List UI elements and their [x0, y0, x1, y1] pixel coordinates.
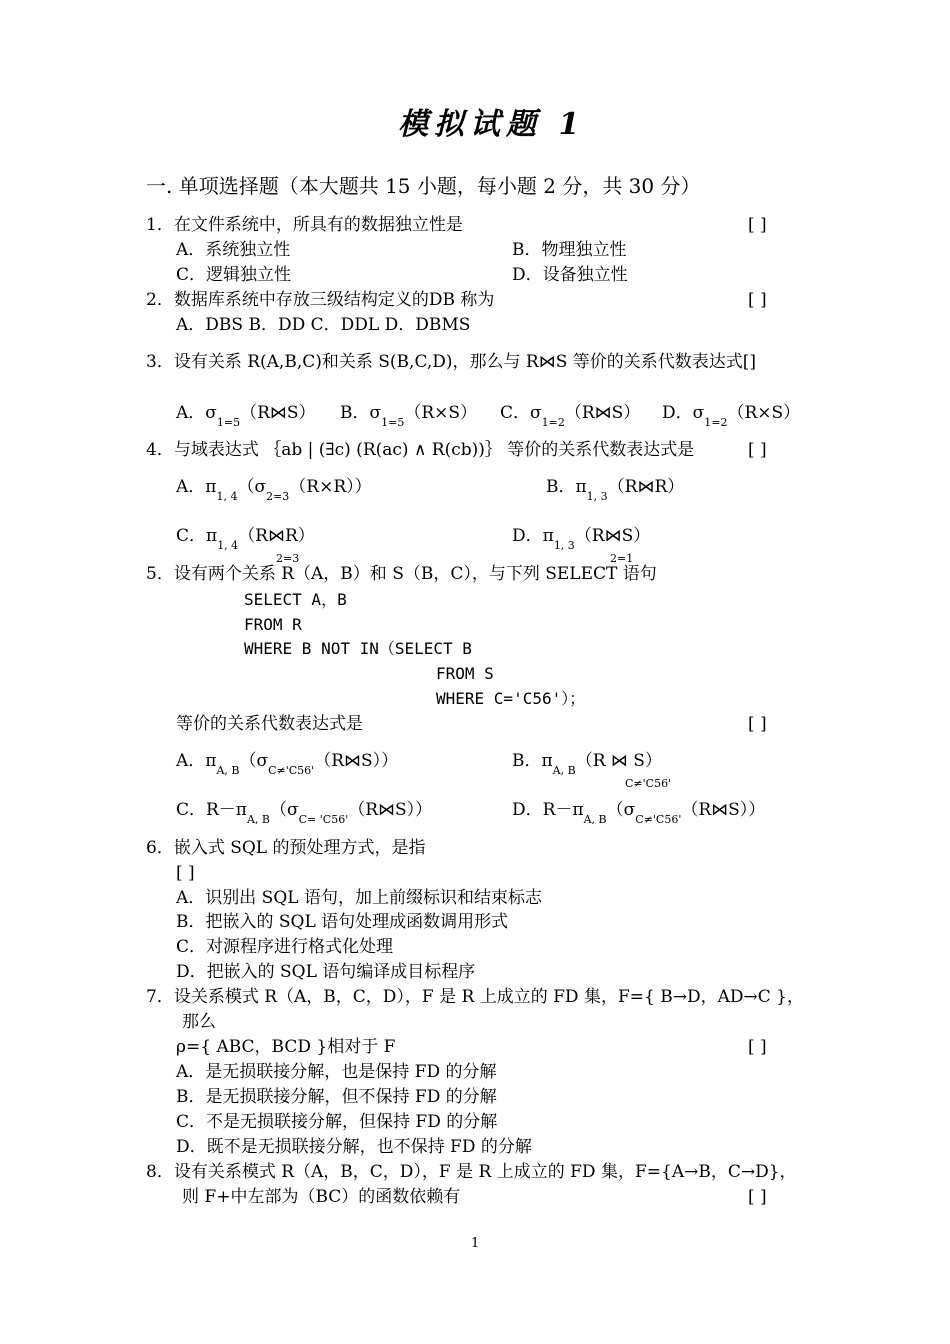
- q4-a-sub2: 2=3: [266, 490, 290, 503]
- q5-question: 等价的关系代数表达式是: [176, 714, 363, 734]
- q5-option-b: [512, 751, 662, 777]
- q2-answer-bracket: [ ]: [748, 290, 767, 310]
- q5-sql-line-5: WHERE C='C56'）；: [436, 689, 586, 708]
- q5-a-sub: A, B: [216, 764, 240, 777]
- q3-b-label: B．σ: [340, 403, 382, 423]
- q6-option-d: D．把嵌入的 SQL 语句编译成目标程序: [176, 962, 476, 982]
- q4-option-a: [176, 477, 372, 503]
- q3-option-c: [500, 403, 641, 429]
- q4-c-join-condition: 2=3: [276, 552, 300, 565]
- q6-option-b: B．把嵌入的 SQL 语句处理成函数调用形式: [176, 912, 509, 932]
- q3-option-a: [176, 403, 316, 429]
- q5-a-label: A．π: [176, 751, 217, 771]
- q5-sql-line-1: SELECT A，B: [244, 590, 347, 609]
- q3-d-rest: （R×S）: [727, 403, 801, 423]
- q5-b-rest: （R ⋈ S）: [575, 751, 662, 771]
- q4-option-d: [512, 526, 651, 552]
- q5-d-label: D．R－π: [512, 800, 584, 820]
- q7-option-d: D．既不是无损联接分解，也不保持 FD 的分解: [176, 1137, 532, 1157]
- q3-a-label: A．σ: [176, 403, 217, 423]
- q1-option-b: B．物理独立性: [512, 240, 627, 260]
- q7-answer-bracket: [ ]: [748, 1037, 767, 1057]
- q1-option-a: A．系统独立性: [176, 240, 291, 260]
- q3-d-label: D．σ: [662, 403, 705, 423]
- q5-d-sub: A, B: [583, 813, 607, 826]
- q7-stem-line-2: 那么: [182, 1012, 216, 1032]
- q7-option-c: C．不是无损联接分解，但保持 FD 的分解: [176, 1112, 498, 1132]
- q5-sql-line-2: FROM R: [244, 615, 302, 634]
- q4-a-sigma: （σ: [237, 477, 267, 497]
- q5-answer-bracket: [ ]: [748, 714, 767, 734]
- q4-d-join-condition: 2=1: [610, 552, 634, 565]
- q4-c-rest: （R⋈R）: [238, 526, 315, 546]
- q5-c-label: C．R－π: [176, 800, 247, 820]
- q5-d-sigma: （σ: [606, 800, 636, 820]
- q7-option-a: A．是无损联接分解，也是保持 FD 的分解: [176, 1062, 497, 1082]
- q1-option-d: D．设备独立性: [512, 265, 628, 285]
- q4-stem: 4．与域表达式 ｛ab | (∃c) (R(ac) ∧ R(cb))｝ 等价的关系代数表达式是: [146, 440, 695, 460]
- q6-answer-bracket: [ ]: [176, 863, 195, 883]
- q3-c-rest: （R⋈S）: [564, 403, 641, 423]
- section-heading: 一. 单项选择题（本大题共 15 小题，每小题 2 分，共 30 分）: [146, 174, 701, 198]
- q2-stem: 2．数据库系统中存放三级结构定义的DB 称为: [146, 290, 495, 310]
- q5-d-sub2: C≠'C56': [635, 813, 682, 826]
- q4-a-sub: 1, 4: [216, 490, 238, 503]
- q2-options: A．DBS B．DD C．DDL D．DBMS: [176, 315, 471, 335]
- q4-option-c: [176, 526, 315, 552]
- q4-answer-bracket: [ ]: [748, 440, 767, 460]
- q3-d-sub: 1=2: [704, 416, 728, 429]
- q5-c-sigma: （σ: [270, 800, 299, 820]
- q1-option-c: C．逻辑独立性: [176, 265, 292, 285]
- q4-d-rest: （R⋈S）: [574, 526, 651, 546]
- q4-a-rest: （R×R））: [289, 477, 372, 497]
- q5-c-sub: A, B: [246, 813, 271, 826]
- q3-a-sub: 1=5: [216, 416, 241, 429]
- q6-stem: 6．嵌入式 SQL 的预处理方式，是指: [146, 838, 426, 858]
- q6-option-a: A．识别出 SQL 语句，加上前缀标识和结束标志: [176, 888, 542, 908]
- q5-stem: 5．设有两个关系 R（A，B）和 S（B，C），与下列 SELECT 语句: [146, 564, 657, 584]
- q4-d-sub: 1, 3: [553, 539, 575, 552]
- page-number: 1: [471, 1236, 480, 1251]
- q3-b-sub: 1=5: [381, 416, 405, 429]
- q5-option-c: [176, 800, 433, 826]
- q4-b-rest: （R⋈R）: [607, 477, 685, 497]
- q7-stem-line-3: ρ={ ABC，BCD }相对于 F: [176, 1037, 396, 1057]
- q4-b-sub: 1, 3: [586, 490, 608, 503]
- q5-a-sigma: （σ: [239, 751, 269, 771]
- q3-b-rest: （R×S）: [404, 403, 478, 423]
- q3-stem: 3．设有关系 R(A,B,C)和关系 S(B,C,D)，那么与 R⋈S 等价的关系代数表达式[]: [146, 352, 757, 372]
- q1-answer-bracket: [ ]: [748, 215, 767, 235]
- q1-stem: 1．在文件系统中，所具有的数据独立性是: [146, 215, 463, 235]
- q5-d-rest: （R⋈S））: [681, 800, 766, 820]
- q3-a-rest: （R⋈S）: [240, 403, 316, 423]
- q5-a-sub2: C≠'C56': [268, 764, 315, 777]
- q4-option-b: [546, 477, 685, 503]
- q3-option-d: [662, 403, 801, 429]
- q5-b-label: B．π: [512, 751, 553, 771]
- q4-b-label: B．π: [546, 477, 587, 497]
- q3-option-b: [340, 403, 478, 429]
- q3-c-sub: 1=2: [541, 416, 565, 429]
- q5-sql-line-3: WHERE B NOT IN（SELECT B: [244, 639, 472, 658]
- q5-sql-line-4: FROM S: [436, 664, 494, 683]
- q5-a-rest: （R⋈S））: [314, 751, 399, 771]
- q6-option-c: C．对源程序进行格式化处理: [176, 937, 394, 957]
- q8-answer-bracket: [ ]: [748, 1187, 767, 1207]
- q4-d-label: D．π: [512, 526, 554, 546]
- q4-a-label: A．π: [176, 477, 217, 497]
- q5-c-sub2: C= 'C56': [298, 813, 349, 826]
- q4-c-sub: 1, 4: [217, 539, 239, 552]
- q7-option-b: B．是无损联接分解，但不保持 FD 的分解: [176, 1087, 497, 1107]
- q8-stem-line-2: 则 F+中左部为（BC）的函数依赖有: [182, 1187, 461, 1207]
- q5-b-join-condition: C≠'C56': [625, 777, 672, 790]
- q4-c-label: C．π: [176, 526, 218, 546]
- q7-stem: 7．设关系模式 R（A，B，C，D），F 是 R 上成立的 FD 集，F={ B→D，AD→C }，: [146, 987, 804, 1007]
- q5-c-rest: （R⋈S））: [348, 800, 433, 820]
- q5-b-sub: A, B: [552, 764, 576, 777]
- page-title: 模拟试题 1: [398, 107, 586, 142]
- q8-stem: 8．设有关系模式 R（A，B，C，D），F 是 R 上成立的 FD 集，F={A→B，C→D}，: [146, 1162, 797, 1182]
- q3-c-label: C．σ: [500, 403, 542, 423]
